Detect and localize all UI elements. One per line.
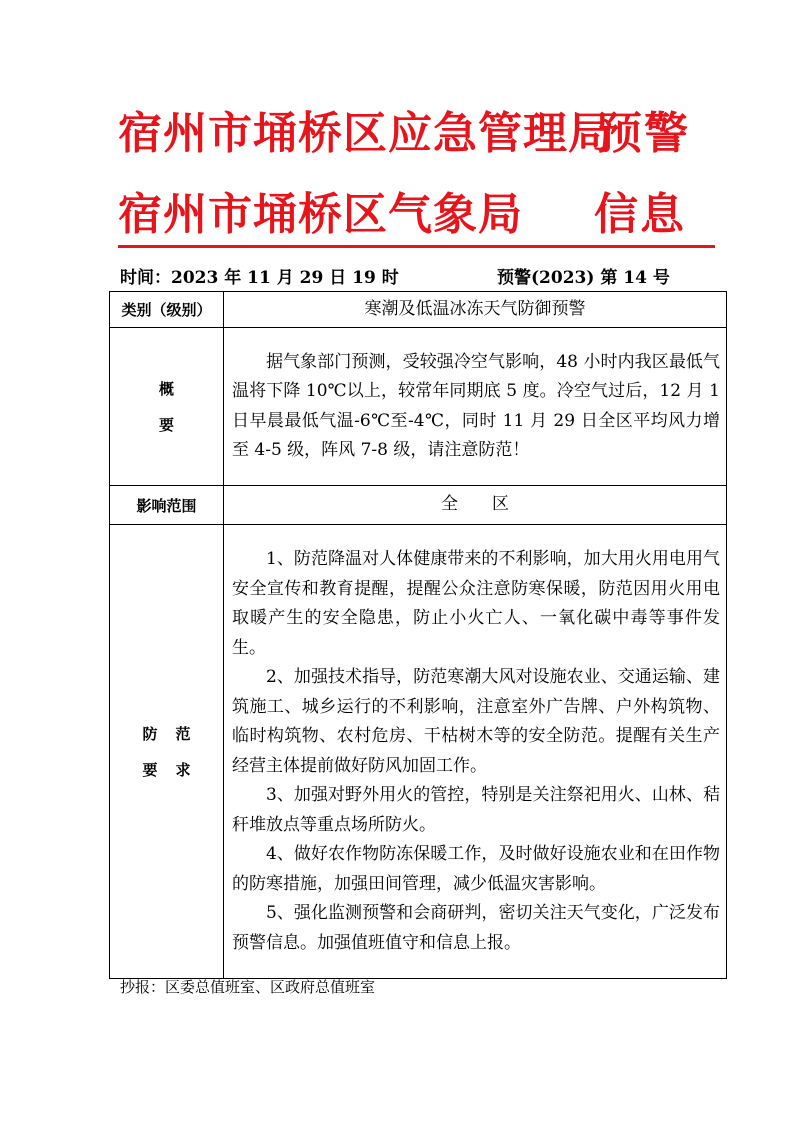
category-label: 类别（级别） bbox=[110, 292, 224, 328]
header-tag-info: 信息 bbox=[594, 189, 686, 240]
category-value: 寒潮及低温冰冻天气防御预警 bbox=[224, 292, 727, 328]
summary-label: 概 要 bbox=[110, 328, 224, 486]
requirement-item: 3、加强对野外用火的管控，特别是关注祭祀用火、山林、秸秆堆放点等重点场所防火。 bbox=[232, 785, 720, 835]
requirement-item: 4、做好农作物防冻保暖工作，及时做好设施农业和在田作物的防寒措施，加强田间管理，减少低温灾害影响。 bbox=[232, 844, 720, 894]
requirements-label bbox=[110, 525, 224, 979]
scope-label: 影响范围 bbox=[110, 486, 224, 525]
issue-time: 时间：2023 年 11 月 29 日 19 时 bbox=[120, 268, 399, 288]
header-row-1 bbox=[118, 104, 718, 164]
scope-row bbox=[110, 486, 727, 525]
requirement-item: 1、防范降温对人体健康带来的不利影响，加大用火用电用气安全宣传和教育提醒，提醒公众注意防寒保暖，防范因用火用电取暖产生的安全隐患，防止小火亡人、一氧化碳中毒等事件发生。 bbox=[232, 549, 720, 658]
summary-row bbox=[110, 328, 727, 486]
requirements-row bbox=[110, 525, 727, 979]
cc-line: 抄报：区委总值班室、区政府总值班室 bbox=[120, 978, 376, 996]
requirements-label-line2: 要求 bbox=[142, 760, 209, 779]
header-tag-warning: 预警 bbox=[598, 108, 690, 159]
issue-number: 预警(2023) 第 14 号 bbox=[497, 268, 670, 288]
summary-cell bbox=[224, 328, 727, 486]
header-org-meteorology: 宿州市埇桥区气象局 bbox=[118, 189, 523, 240]
category-row bbox=[110, 292, 727, 328]
requirements-cell bbox=[224, 525, 727, 979]
header-row-2 bbox=[118, 185, 718, 245]
requirement-item: 5、强化监测预警和会商研判，密切关注天气变化，广泛发布预警信息。加强值班值守和信息上报。 bbox=[232, 903, 720, 953]
requirement-item: 2、加强技术指导，防范寒潮大风对设施农业、交通运输、建筑施工、城乡运行的不利影响，注意室外广告牌、户外构筑物、临时构筑物、农村危房、干枯树木等的安全防范。提醒有关生产经营主体提前做好防风加固工作。 bbox=[232, 667, 720, 776]
summary-text: 据气象部门预测，受较强冷空气影响，48 小时内我区最低气温将下降 10℃以上，较常年同期底 5 度。冷空气过后，12 月 1 日早晨最低气温-6℃至-4℃，同时 11 月 29 日全区平均风力增至 4-5 级，阵风 7-8 级，请注意防范！ bbox=[232, 351, 720, 460]
requirements-label-line1: 防范 bbox=[142, 724, 209, 743]
warning-table bbox=[109, 291, 727, 979]
header-divider bbox=[118, 245, 715, 248]
scope-value: 全区 bbox=[224, 486, 727, 525]
header-org-emergency: 宿州市埇桥区应急管理局 bbox=[118, 108, 613, 159]
